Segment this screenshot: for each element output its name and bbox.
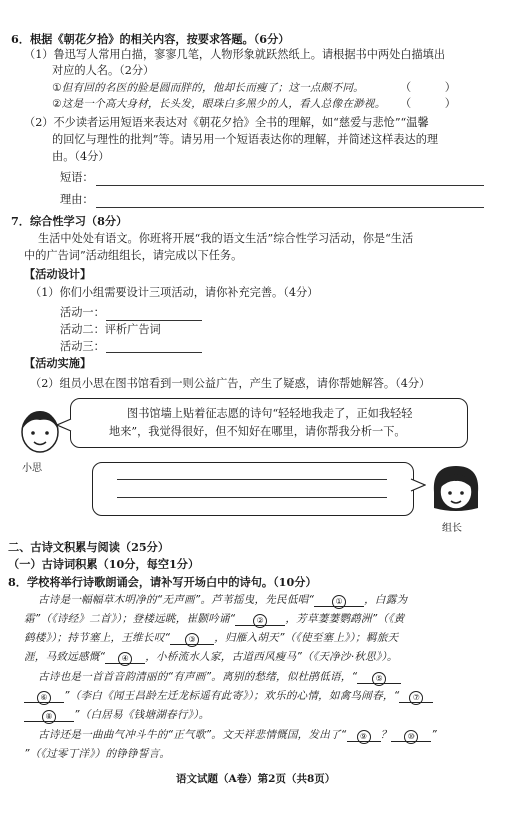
q8-line-5 [38,670,401,684]
blank-4-number: ④ [118,652,132,666]
q8-line-2-text: 霜”（《诗经》二首》）；登楼远眺，崔颢吟诵“ [24,613,236,625]
q6-title: 6．根据《朝花夕拾》的相关内容，按要求答题。（6分） [11,32,290,46]
activity-2-label: 活动二：评析广告词 [60,323,161,336]
blank-2[interactable] [235,613,285,626]
blank-7[interactable] [399,690,433,703]
q8-line-3-text: 鹤楼》）；持节塞上，王维长叹“ [24,632,171,644]
blank-3-number: ③ [185,633,199,647]
q8-line-4 [24,650,398,664]
blank-1[interactable] [314,594,364,607]
q8-line-2 [24,612,404,626]
xiaosi-speech-bubble [70,398,468,448]
blank-6[interactable] [24,690,64,703]
q6-item1: ①但有回的名医的脸是圆而胖的，他却长而瘦了；这一点颇不同。 [52,82,364,94]
page-footer: 语文试题（A卷）第2页（共8页） [176,773,336,785]
q6-part2-a: （2）不少读者运用短语来表达对《朝花夕拾》全书的理解，如“慈爱与悲怆”“温馨 [24,116,429,129]
q8-line-7 [24,708,209,722]
q6-item1-answer-paren[interactable]: （ ） [400,81,456,94]
activity-3-label: 活动三： [60,340,105,353]
q8-line-3-end: ，归雁入胡天”（《使至塞上》）；羁旅天 [214,632,399,644]
blank-8-number: ⑧ [42,710,56,724]
section2-heading: 二、古诗文积累与阅读（25分） [8,540,170,554]
q8-line-8-text: 古诗还是一曲曲气冲斗牛的“正气歌”。文天祥悲情慨国，发出了“ [38,729,347,741]
q8-line-6-text: ”（李白《闻王昌龄左迁龙标遥有此寄》）；欢乐的心情，如禽鸟闹春，“ [64,690,400,702]
q6-part2-c: 由。（4分） [52,150,110,163]
q8-title: 8．学校将举行诗歌朗诵会，请补写开场白中的诗句。（10分） [8,575,317,589]
leader-answer-bubble[interactable] [92,462,414,516]
blank-10[interactable] [391,729,431,742]
blank-5[interactable] [357,671,401,684]
blank-2-number: ② [253,614,267,628]
leader-label: 组长 [442,523,462,534]
impl-heading: 【活动实施】 [24,356,92,370]
bubble1-line-2: 地来”，我觉得很好，但不知好在哪里，请你帮我分析一下。 [109,425,406,438]
q6-item2-answer-paren[interactable]: （ ） [400,97,456,110]
q8-line-1-end: ，白露为 [364,594,408,606]
q6-item2: ②这是一个高大身材，长头发，眼珠白多黑少的人，看人总像在渺视。 [52,98,386,110]
q6-part1-a: （1）鲁迅写人常用白描，寥寥几笔，人物形象就跃然纸上。请根据书中两处白描填出 [24,48,446,61]
bubble1-tail [56,418,72,432]
answer-line-1[interactable] [117,479,387,480]
bubble1-line-1: 图书馆墙上贴着征志愿的诗句“轻轻地我走了，正如我轻轻 [127,407,413,420]
q8-line-7-text: ”（白居易《钱塘湖春行》）。 [74,709,210,721]
blank-8[interactable] [24,709,74,722]
q8-line-2-end: ，芳草萋萋鹦鹉洲”（《黄 [285,613,405,625]
blank-9-number: ⑨ [357,730,371,744]
reason-answer-line[interactable] [96,207,484,208]
design-heading: 【活动设计】 [24,267,92,281]
bubble2-tail [410,478,426,492]
activity-3-line[interactable] [106,352,202,353]
q8-line-5-text: 古诗也是一首首音韵清丽的“有声画”。离别的愁绪，似杜鹃低语，“ [38,671,358,683]
q6-part2-b: 的回忆与理性的批判”等。请另用一个短语表达你的理解，并简述这样表达的理 [52,133,439,146]
blank-1-number: ① [332,595,346,609]
q8-line-1 [38,593,407,607]
section2-sub: （一）古诗词积累（10分，每空1分） [8,557,200,571]
blank-6-number: ⑥ [37,691,51,705]
blank-10-number: ⑩ [404,730,418,744]
activity-1-line[interactable] [106,320,202,321]
blank-9[interactable] [347,729,381,742]
blank-5-number: ⑤ [372,672,386,686]
xiaosi-avatar-icon [14,406,66,460]
activity-1-label: 活动一： [60,306,105,319]
q8-line-4-text: 涯，马致远感慨“ [24,651,106,663]
phrase-answer-line[interactable] [96,185,484,186]
q7-intro-1: 生活中处处有语文。你班将开展“我的语文生活”综合性学习活动，你是“生活 [38,232,414,245]
q8-line-6 [24,689,433,703]
q8-line-9: ”（《过零丁洋》）的铮铮誓言。 [24,748,171,760]
q7-part2: （2）组员小思在图书馆看到一则公益广告，产生了疑惑，请你帮她解答。（4分） [30,377,431,390]
q8-line-1-text: 古诗是一幅幅草木明净的“无声画”。芦苇摇曳，先民低唱“ [38,594,315,606]
q8-line-8: 古诗还是一曲曲气冲斗牛的“正气歌”。文天祥悲情慨国，发出了“ ⑨ ？ ⑩ ” [38,728,437,742]
q7-part1: （1）你们小组需要设计三项活动，请你补充完善。（4分） [30,286,319,299]
blank-7-number: ⑦ [409,691,423,705]
xiaosi-label: 小思 [22,463,42,474]
answer-line-2[interactable] [117,497,387,498]
q8-line-3 [24,631,398,645]
phrase-label: 短语： [60,171,94,184]
leader-avatar-icon [428,462,484,520]
q8-line-4-end: ，小桥流水人家，古道西风瘦马”（《天净沙·秋思》）。 [145,651,398,663]
reason-label: 理由： [60,193,94,206]
blank-3[interactable] [170,632,214,645]
q6-part1-b: 对应的人名。（2分） [52,64,155,77]
q7-intro-2: 中的广告词”活动组组长，请完成以下任务。 [24,249,243,262]
q7-title: 7．综合性学习（8分） [11,214,128,228]
blank-4[interactable] [105,651,145,664]
